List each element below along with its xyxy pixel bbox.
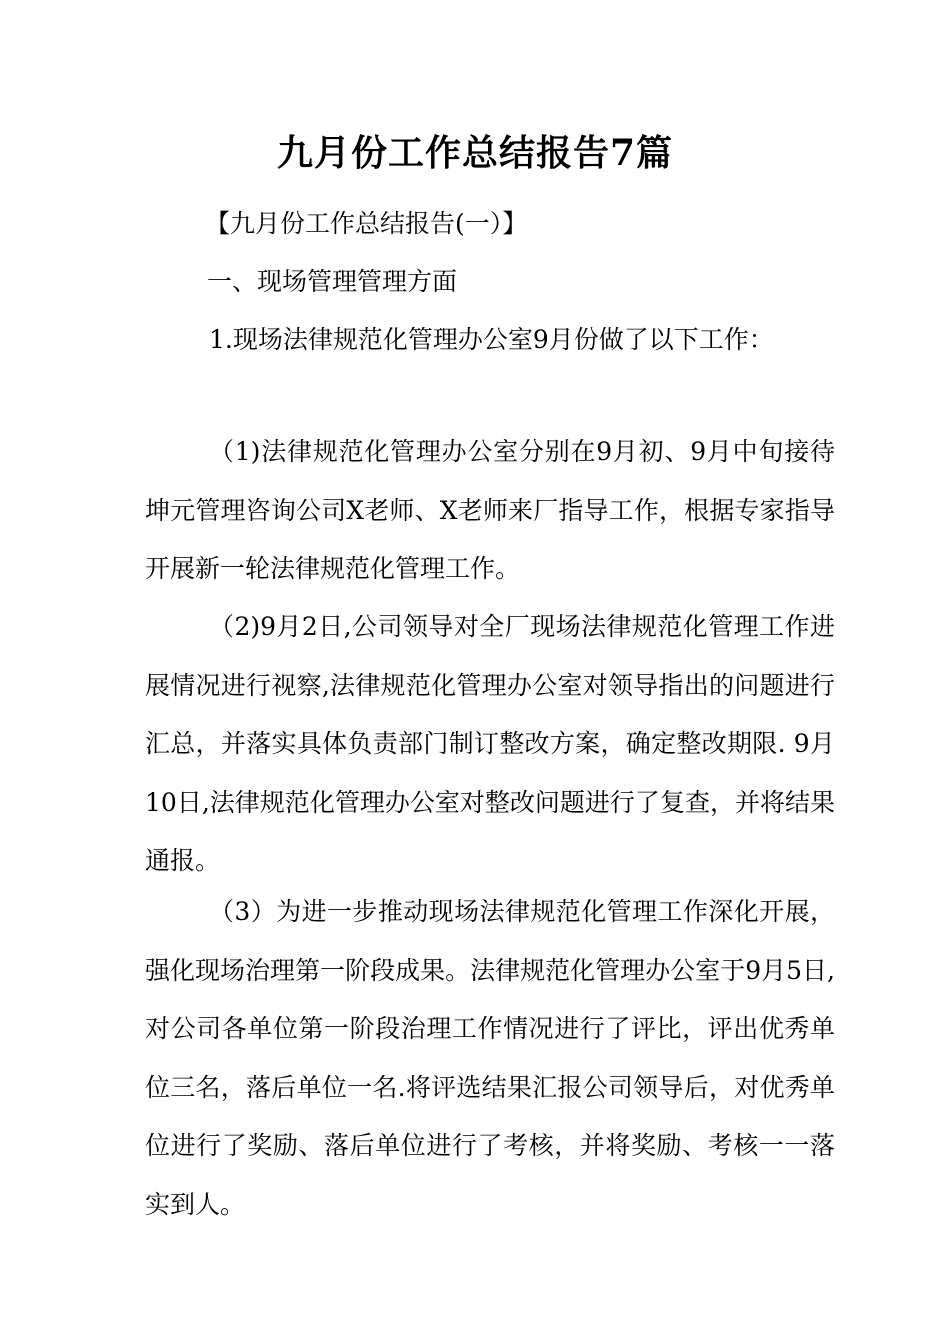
subheading: 一、现场管理管理方面 <box>207 267 458 296</box>
paragraph-2: （2)9月2日,公司领导对全厂现场法律规范化管理工作进展情况进行视察,法律规范化管理办公室对领导指出的问题进行汇总，并落实具体负责部门制订整改方案，确定整改期限. 9月10日,法律规范化管理办公室对整改问题进行了复查，并将结果通报。 <box>145 612 835 875</box>
document-title: 九月份工作总结报告7篇 <box>276 132 674 174</box>
section-heading: 【九月份工作总结报告(一）】 <box>205 209 528 238</box>
paragraph-1: （1)法律规范化管理办公室分别在9月初、9月中旬接待坤元管理咨询公司X老师、X老师来厂指导工作，根据专家指导开展新一轮法律规范化管理工作。 <box>145 437 835 583</box>
item-heading: 1.现场法律规范化管理办公室9月份做了以下工作： <box>209 325 774 354</box>
paragraph-3: （3）为进一步推动现场法律规范化管理工作深化开展，强化现场治理第一阶段成果。法律规范化管理办公室于9月5日,对公司各单位第一阶段治理工作情况进行了评比，评出优秀单位三名，落后单位一名.将评选结果汇报公司领导后，对优秀单位进行了奖励、落后单位进行了考核，并将奖励、考核一一落实到人。 <box>145 897 835 1219</box>
